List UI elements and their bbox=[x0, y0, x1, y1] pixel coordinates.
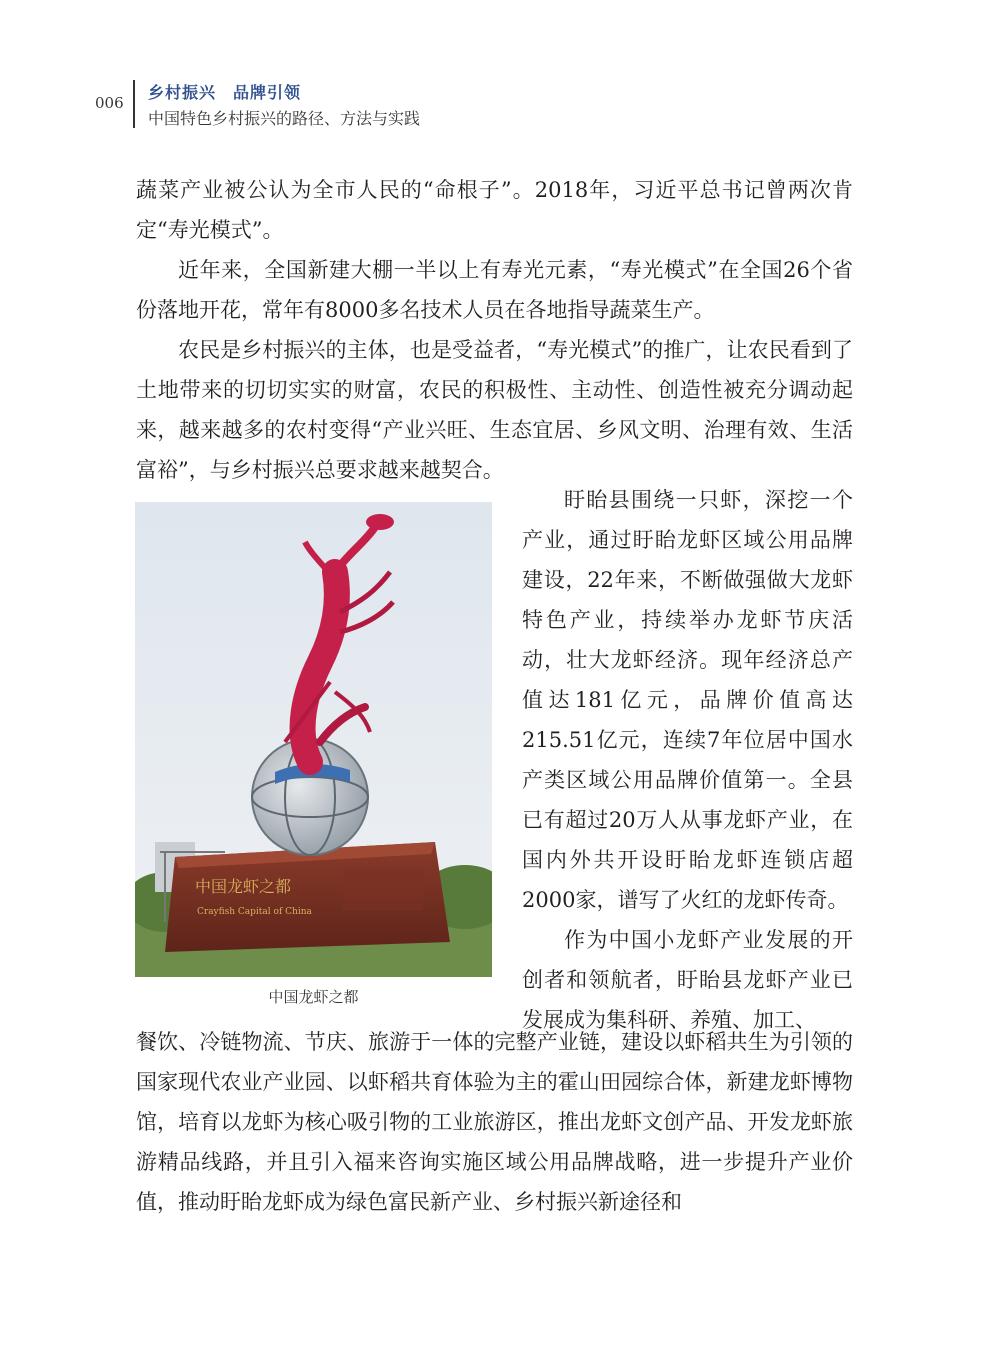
figure-caption: 中国龙虾之都 bbox=[268, 988, 359, 1006]
paragraph-5-side: 作为中国小龙虾产业发展的开创者和领航者，盱眙县龙虾产业已发展成为集科研、养殖、加工、 bbox=[522, 928, 853, 1032]
series-title: 乡村振兴 品牌引领 bbox=[148, 83, 302, 102]
photo-illustration bbox=[135, 502, 492, 977]
page-header bbox=[0, 0, 1003, 140]
text-block-top bbox=[136, 170, 853, 490]
text-block-bottom bbox=[136, 1022, 853, 1222]
plaque-english-text: Crayfish Capital of China bbox=[197, 907, 312, 917]
crayfish-statue-photo bbox=[135, 502, 492, 977]
paragraph-4: 盱眙县围绕一只虾，深挖一个产业，通过盱眙龙虾区域公用品牌建设，22年来，不断做强做大龙虾特色产业，持续举办龙虾节庆活动，壮大龙虾经济。现年经济总产值达181亿元，品牌价值高达215.51亿元，连续7年位居中国水产类区域公用品牌价值第一。全县已有超过20万人从事龙虾产业，在国内外共开设盱眙龙虾连锁店超2000家，谱写了火红的龙虾传奇。 bbox=[522, 488, 853, 912]
header-divider bbox=[133, 80, 135, 128]
paragraph-2: 近年来，全国新建大棚一半以上有寿光元素，“寿光模式”在全国26个省份落地开花，常年有8000多名技术人员在各地指导蔬菜生产。 bbox=[136, 258, 853, 322]
paragraph-5-continued: 餐饮、冷链物流、节庆、旅游于一体的完整产业链，建设以虾稻共生为引领的国家现代农业产业园、以虾稻共育体验为主的霍山田园综合体，新建龙虾博物馆，培育以龙虾为核心吸引物的工业旅游区，推出龙虾文创产品、开发龙虾旅游精品线路，并且引入福来咨询实施区域公用品牌战略，进一步提升产业价值，推动盱眙龙虾成为绿色富民新产业、乡村振兴新途径和 bbox=[136, 1030, 853, 1214]
paragraph-3: 农民是乡村振兴的主体，也是受益者，“寿光模式”的推广，让农民看到了土地带来的切切实实的财富，农民的积极性、主动性、创造性被充分调动起来，越来越多的农村变得“产业兴旺、生态宜居、乡风文明、治理有效、生活富裕”，与乡村振兴总要求越来越契合。 bbox=[136, 338, 853, 482]
text-block-side bbox=[522, 480, 853, 1040]
plaque-chinese-text: 中国龙虾之都 bbox=[195, 877, 292, 896]
page-number: 006 bbox=[95, 94, 124, 112]
paragraph-1: 蔬菜产业被公认为全市人民的“命根子”。2018年，习近平总书记曾两次肯定“寿光模式”。 bbox=[136, 178, 853, 242]
book-title: 中国特色乡村振兴的路径、方法与实践 bbox=[148, 109, 421, 128]
